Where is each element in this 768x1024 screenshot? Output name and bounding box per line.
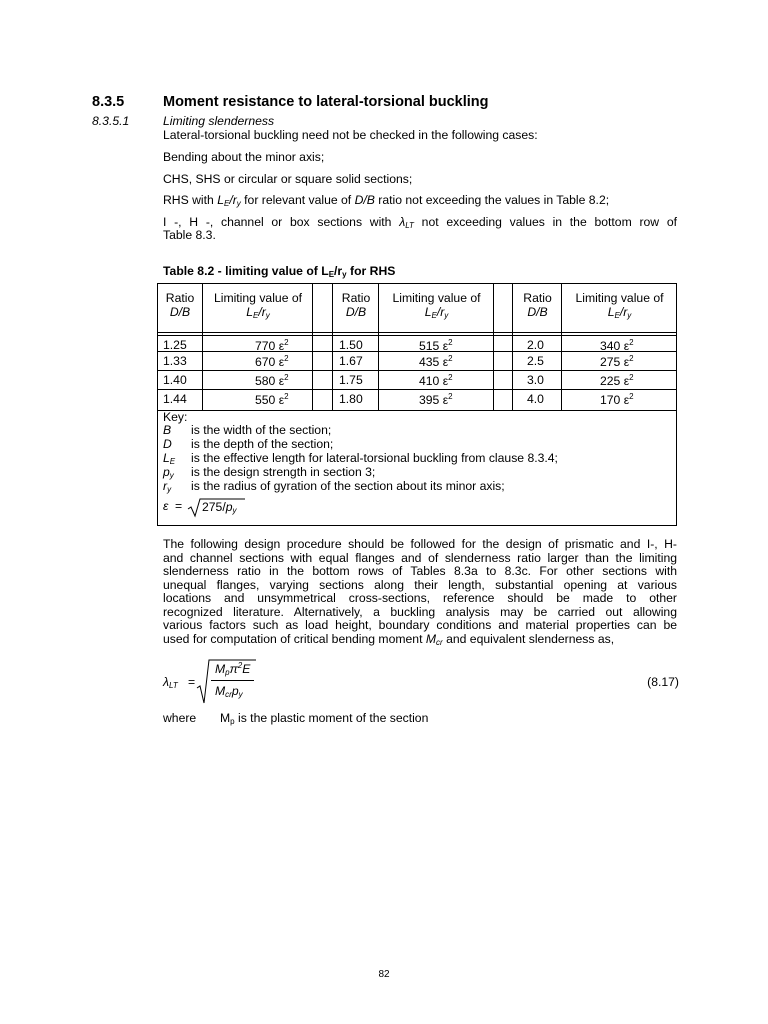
page-number: 82 [378, 969, 390, 980]
procedure-line: locations and unsymmetrical cross-sections, reference should be made to other [163, 591, 677, 605]
ratio-cell: 1.40 [163, 373, 187, 387]
limiting-value-cell: 670 $\varepsilon^2$ [255, 354, 289, 369]
ratio-cell: 1.50 [339, 338, 363, 352]
where-label: where [163, 711, 197, 725]
case-rhs: RHS with $L_E/r_y$ for relevant value of D/B ratio not exceeding the values in Table 8.2; [163, 193, 610, 208]
key-title: Key: [163, 410, 188, 424]
ratio-cell: 4.0 [527, 392, 544, 406]
header-limiting-value: Limiting value of $L_E/r_y$ [213, 291, 303, 320]
limiting-value-cell: 395 $\varepsilon^2$ [419, 392, 453, 407]
case-i-h-sections: I -, H -, channel or box sections with $\lambda_{LT}$ not exceeding values in the bottom row of [163, 215, 677, 230]
equation-number: (8.17) [647, 675, 679, 689]
case-i-h-sections-cont: Table 8.3. [163, 228, 216, 242]
case-chs-shs: CHS, SHS or circular or square solid sections; [163, 172, 413, 186]
section-title: Moment resistance to lateral-torsional buckling [163, 94, 489, 110]
ratio-cell: 1.25 [163, 338, 187, 352]
limiting-value-cell: 410 $\varepsilon^2$ [419, 373, 453, 388]
limiting-value-cell: 275 $\varepsilon^2$ [600, 354, 634, 369]
procedure-line: recognized literature. Alternatively, a buckling analysis may be carried out allowing [163, 604, 677, 619]
equation-numerator: $M_p\pi^2E$ [215, 661, 251, 677]
limiting-value-cell: 225 $\varepsilon^2$ [600, 373, 634, 388]
ratio-cell: 3.0 [527, 373, 544, 387]
header-limiting-value: Limiting value of $L_E/r_y$ [392, 291, 481, 320]
case-minor-axis: Bending about the minor axis; [163, 150, 325, 164]
procedure-line: slenderness ratio in the bottom rows of Tables 8.3a to 8.3c. For other sections with [163, 564, 677, 578]
ratio-cell: 2.0 [527, 338, 544, 352]
limiting-value-cell: 580 $\varepsilon^2$ [255, 373, 289, 388]
subsection-title: Limiting slenderness [163, 114, 275, 128]
intro-text: Lateral-torsional buckling need not be checked in the following cases: [163, 128, 538, 142]
epsilon-formula: ε = $275/p_y$ [163, 497, 283, 519]
procedure-line: various factors such as load height, boundary conditions and material properties can be [163, 618, 677, 632]
limiting-value-cell: 435 $\varepsilon^2$ [419, 354, 453, 369]
lambda-lt: $\lambda_{LT}$ [163, 675, 178, 690]
ratio-cell: 1.80 [339, 392, 363, 406]
procedure-line: used for computation of critical bending moment $M_{cr}$ and equivalent slenderness as, [163, 631, 615, 647]
ratio-cell: 1.33 [163, 354, 187, 368]
header-ratio: Ratio D/B [523, 291, 552, 319]
procedure-paragraph [163, 538, 677, 646]
section-number: 8.3.5 [92, 94, 125, 110]
ratio-cell: 1.75 [339, 373, 363, 387]
header-limiting-value: Limiting value of $L_E/r_y$ [575, 291, 664, 320]
equation-denominator: $M_{cr}p_y$ [215, 684, 243, 699]
table-caption: Table 8.2 - limiting value of $L_E/r_y$ for RHS [163, 264, 396, 279]
limiting-value-cell: 770 $\varepsilon^2$ [255, 338, 289, 353]
ratio-cell: 1.44 [163, 392, 187, 406]
procedure-line: The following design procedure should be followed for the design of prismatic and I-, H- [163, 537, 677, 551]
where-text: $M_p$ is the plastic moment of the section [220, 711, 429, 726]
limiting-value-cell: 170 $\varepsilon^2$ [600, 392, 634, 407]
header-ratio: Ratio D/B [341, 291, 371, 319]
limiting-value-cell: 550 $\varepsilon^2$ [255, 392, 289, 407]
limiting-value-cell: 340 $\varepsilon^2$ [600, 338, 634, 353]
header-ratio: Ratio D/B [165, 291, 195, 319]
procedure-line: and channel sections with equal flanges and of slenderness ratio larger than the limiting [163, 550, 677, 565]
ratio-cell: 2.5 [527, 354, 544, 368]
limiting-value-table: Ratio D/B Limiting value of $L_E/r_y$ Ratio D/B Limiting value of $L_E/r_y$ Ratio D/B Limiting value of $L_E/r_y$ 1.25 770 $\varepsilon^2$ 1.33 670 $\varepsilon^2$ 1.40 580 $\varepsilon^2$ 1.44 550 $\varepsilon^2$ 1.50 515 $\varepsilon^2$ 1.67 435 $\varepsilon^2$ 1.75 410 $\varepsilon^2$ 1.80 395 $\varepsilon^2$ 2.0 340 $\varepsilon^2$ 2.5 275 $\varepsilon^2$ 3.0 225 $\varepsilon^2$ 4.0 170 $\varepsilon^2$ Key: B is the width of the section; D is the depth of the section; $L_E$ is the effective length for lateral-torsional buckling from clause 8.3.4; $p_y$ is the design strength in section 3; $r_y$ is the radius of gyration of the section about its minor axis; ε = $275/p_y$ [157, 283, 677, 526]
subsection-number: 8.3.5.1 [92, 114, 130, 128]
procedure-line: unequal flanges, varying sections along their length, substantial opening at various [163, 577, 677, 592]
equation-8-17: $\lambda_{LT}$ = $M_p\pi^2E$ $M_{cr}p_y$ (8.17) [163, 659, 679, 704]
limiting-value-cell: 515 $\varepsilon^2$ [419, 338, 453, 353]
ratio-cell: 1.67 [339, 354, 363, 368]
